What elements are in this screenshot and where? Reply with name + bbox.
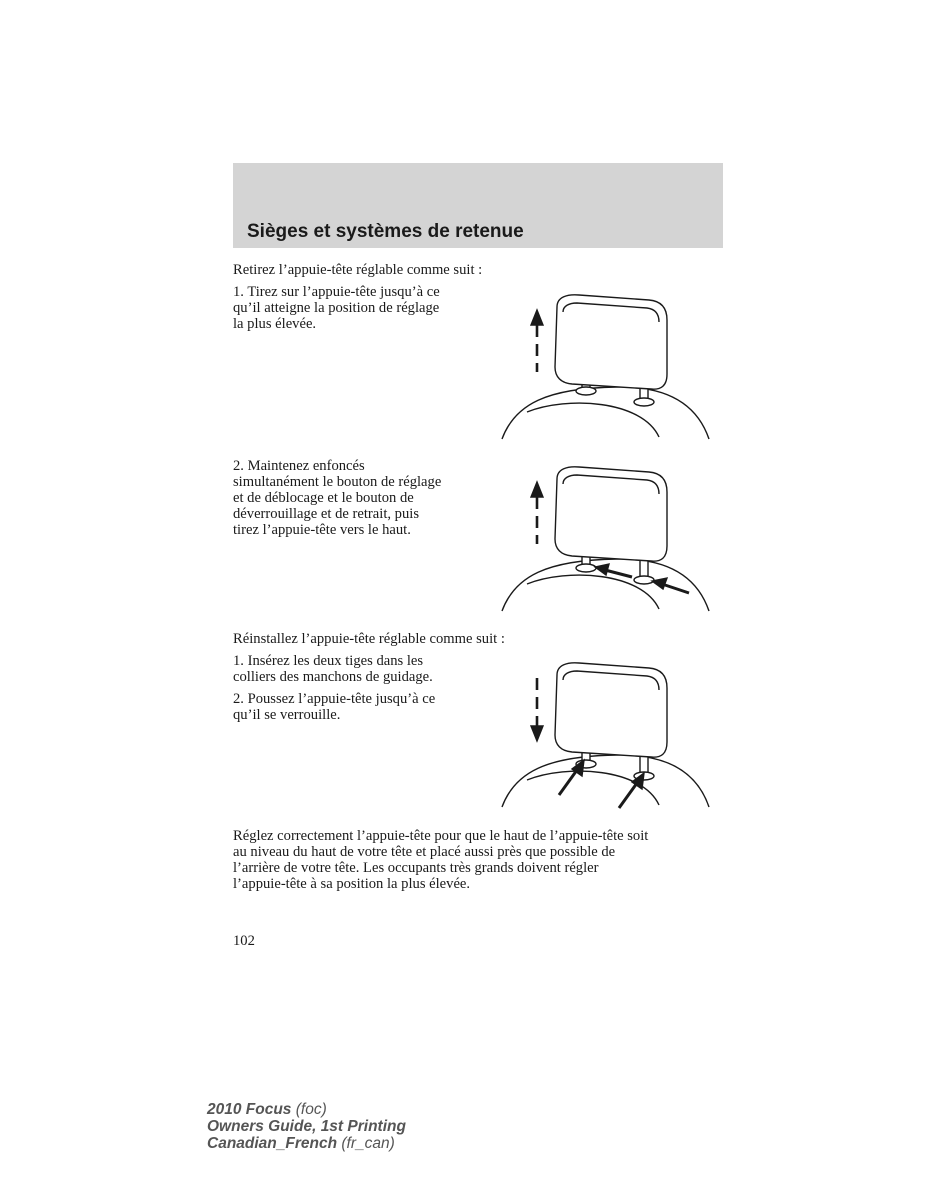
press-arrow-shaft-left [605, 570, 632, 577]
text-line: qu’il atteigne la position de réglage [233, 300, 440, 316]
print-footer [207, 1101, 406, 1152]
footer-line-1 [207, 1101, 406, 1118]
text-line: au niveau du haut de votre tête et placé aussi près que possible de [233, 844, 616, 860]
text-line: 1. Insérez les deux tiges dans les [233, 653, 424, 669]
text-line: 1. Tirez sur l’appuie-tête jusqu’à ce [233, 284, 440, 300]
text-line: simultanément le bouton de réglage [233, 474, 442, 490]
seat-back-outline [502, 387, 709, 439]
insert-arrow-shaft-right [619, 783, 637, 808]
text-line: colliers des manchons de guidage. [233, 669, 433, 685]
text-line: tirez l’appuie-tête vers le haut. [233, 522, 411, 538]
figure-press-buttons [497, 464, 715, 614]
text-line: l’appuie-tête à sa position la plus élevée. [233, 876, 471, 892]
seat-back-outline [502, 755, 709, 807]
reinstall-step-1 [233, 653, 433, 685]
arrow-up-icon [531, 310, 543, 325]
footer-language-code: (fr_can) [341, 1135, 395, 1152]
text-line: 2. Maintenez enfoncés [233, 458, 365, 474]
seat-inner-contour [527, 403, 659, 437]
press-arrow-shaft-right [662, 584, 689, 593]
text-line: et de déblocage et le bouton de [233, 490, 414, 506]
arrow-down-icon [531, 726, 543, 741]
reinstall-step-2 [233, 691, 435, 723]
text-line: déverrouillage et de retrait, puis [233, 506, 419, 522]
footer-model: 2010 Focus [207, 1101, 292, 1118]
removal-step-2 [233, 458, 441, 538]
text-line: Réglez correctement l’appuie-tête pour que le haut de l’appuie-tête soit [233, 828, 649, 844]
text-line: la plus élevée. [233, 316, 317, 332]
footer-model-code: (foc) [295, 1101, 327, 1118]
text-line: 2. Poussez l’appuie-tête jusqu’à ce [233, 691, 436, 707]
footer-line-3 [207, 1135, 406, 1152]
text-line: qu’il se verrouille. [233, 707, 341, 723]
footer-language: Canadian_French [207, 1135, 338, 1152]
section-header-band [233, 163, 723, 248]
page-number: 102 [233, 933, 255, 949]
insert-arrow-shaft-left [559, 770, 577, 795]
removal-step-1 [233, 284, 440, 332]
figure-pull-up [497, 292, 715, 442]
text-line: l’arrière de votre tête. Les occupants très grands doivent régler [233, 860, 599, 876]
section-title: Sièges et systèmes de retenue [247, 221, 524, 242]
reinstall-intro: Réinstallez l’appuie-tête réglable comme suit : [233, 631, 505, 647]
release-button-left [576, 564, 596, 572]
arrow-up-icon [531, 482, 543, 497]
footer-line-2 [207, 1118, 406, 1135]
guide-sleeve-left [576, 387, 596, 395]
removal-intro: Retirez l’appuie-tête réglable comme suit : [233, 262, 483, 278]
release-button-right [634, 576, 654, 584]
press-arrow-left-icon [595, 564, 609, 575]
adjust-paragraph [233, 828, 648, 892]
guide-sleeve-right [634, 398, 654, 406]
figure-push-down [497, 660, 715, 810]
footer-guide: Owners Guide, 1st Printing [207, 1118, 406, 1135]
